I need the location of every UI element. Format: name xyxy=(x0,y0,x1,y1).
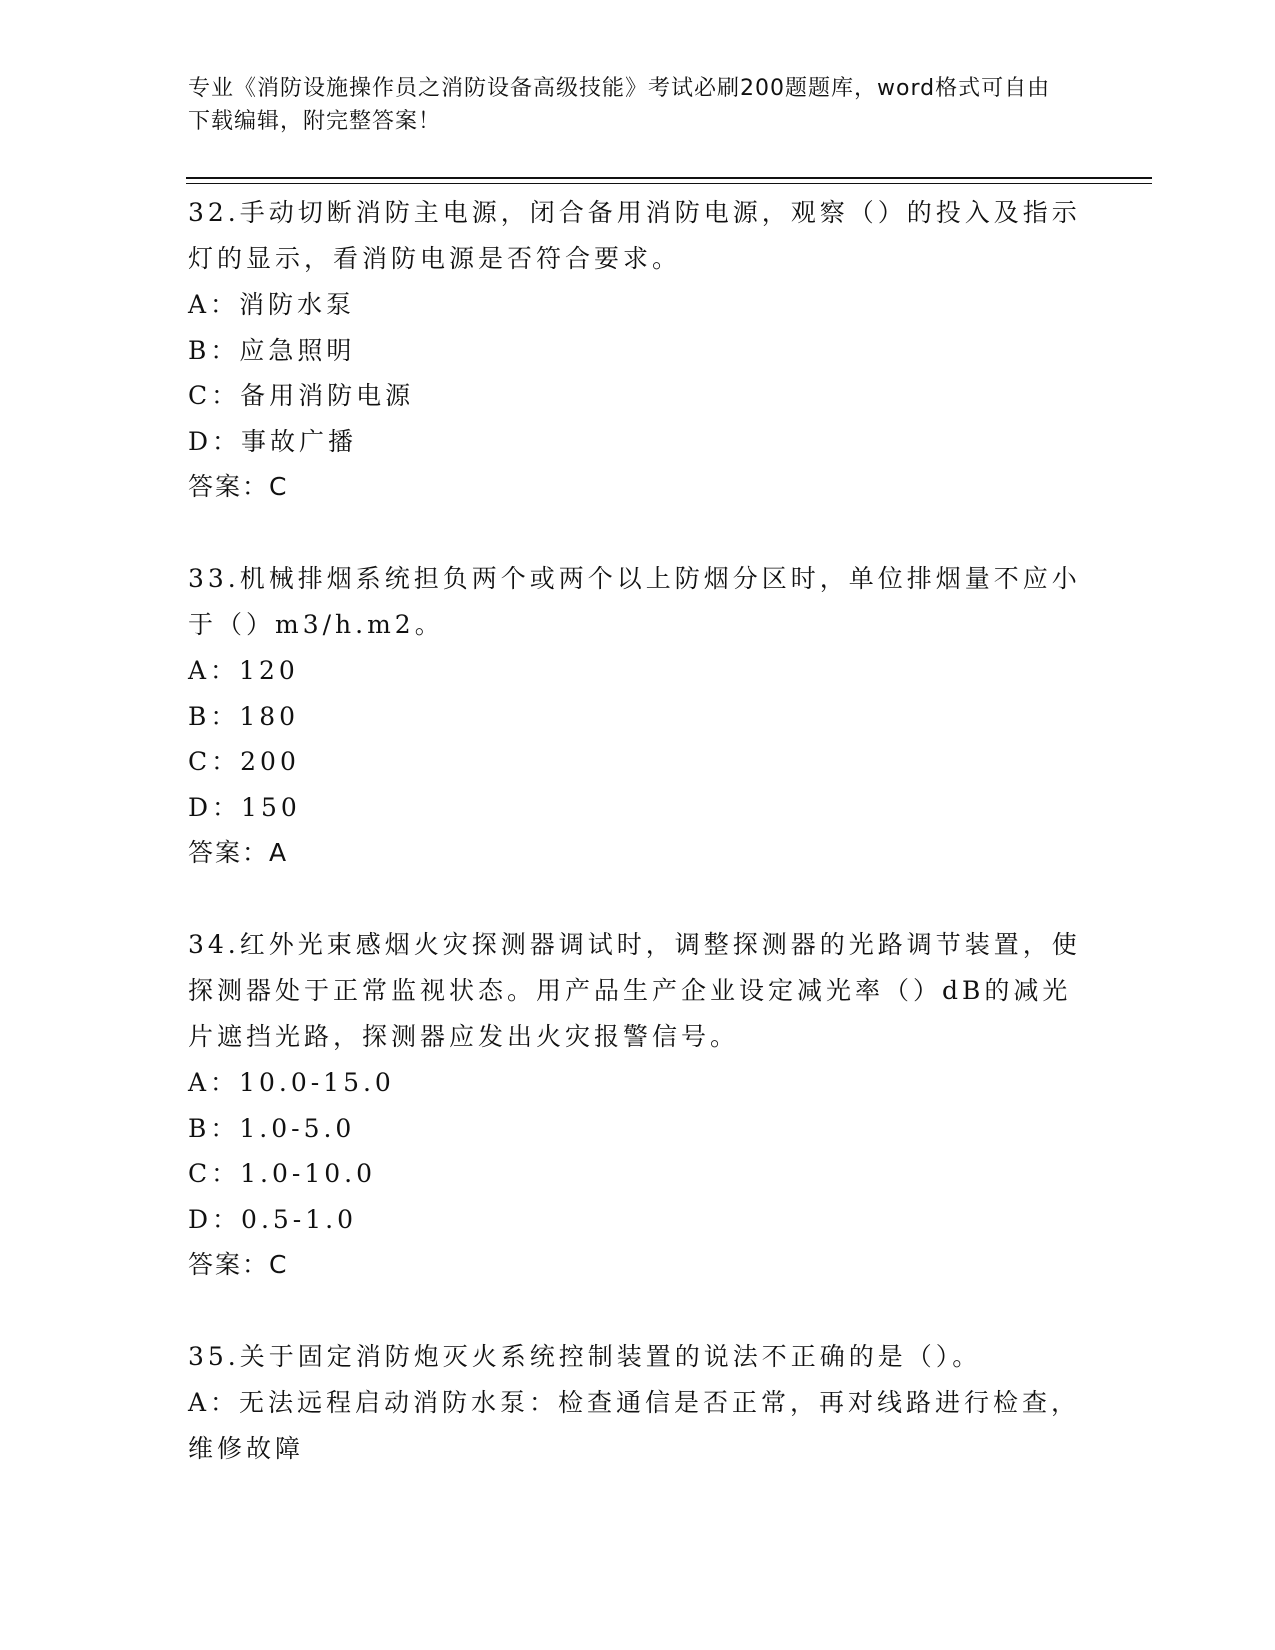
option-b: B：1.0-5.0 xyxy=(188,1113,356,1143)
question-33 xyxy=(188,554,1088,876)
option-d: D：0.5-1.0 xyxy=(188,1204,358,1234)
option-c: C：备用消防电源 xyxy=(188,381,415,410)
header-rule-thin xyxy=(186,183,1152,184)
option-b: B：180 xyxy=(188,701,300,731)
question-stem: 34.红外光束感烟火灾探测器调试时，调整探测器的光路调节装置，使探测器处于正常监视状态。用产品生产企业设定减光率（）dB的减光片遮挡光路，探测器应发出火灾报警信号。 xyxy=(188,930,1081,1051)
option-d: D：事故广播 xyxy=(188,426,358,456)
answer-line: 答案：C xyxy=(188,1250,289,1279)
option-b: B：应急照明 xyxy=(188,335,356,365)
question-34 xyxy=(188,920,1088,1288)
answer-line: 答案：C xyxy=(188,472,289,501)
option-c: C：1.0-10.0 xyxy=(188,1159,376,1188)
question-list xyxy=(188,188,1088,1516)
option-c: C：200 xyxy=(188,747,300,776)
option-a: A：120 xyxy=(188,656,299,685)
question-35 xyxy=(188,1332,1088,1472)
page-header: 专业《消防设施操作员之消防设备高级技能》考试必刷200题题库，word格式可自由下载编辑，附完整答案！ xyxy=(188,76,1051,134)
question-stem: 32.手动切断消防主电源，闭合备用消防电源，观察（）的投入及指示灯的显示，看消防电源是否符合要求。 xyxy=(188,198,1081,273)
option-d: D：150 xyxy=(188,792,301,822)
header-rule-thick xyxy=(186,177,1152,179)
option-a: A：消防水泵 xyxy=(188,290,356,319)
option-a: A：无法远程启动消防水泵：检查通信是否正常，再对线路进行检查，维修故障 xyxy=(188,1388,1081,1463)
question-32 xyxy=(188,188,1088,510)
question-stem: 33.机械排烟系统担负两个或两个以上防烟分区时，单位排烟量不应小于（）m3/h.m2。 xyxy=(188,564,1081,639)
answer-line: 答案：A xyxy=(188,838,289,867)
option-a: A：10.0-15.0 xyxy=(188,1068,395,1097)
question-stem: 35.关于固定消防炮灭火系统控制装置的说法不正确的是（）。 xyxy=(188,1342,982,1371)
